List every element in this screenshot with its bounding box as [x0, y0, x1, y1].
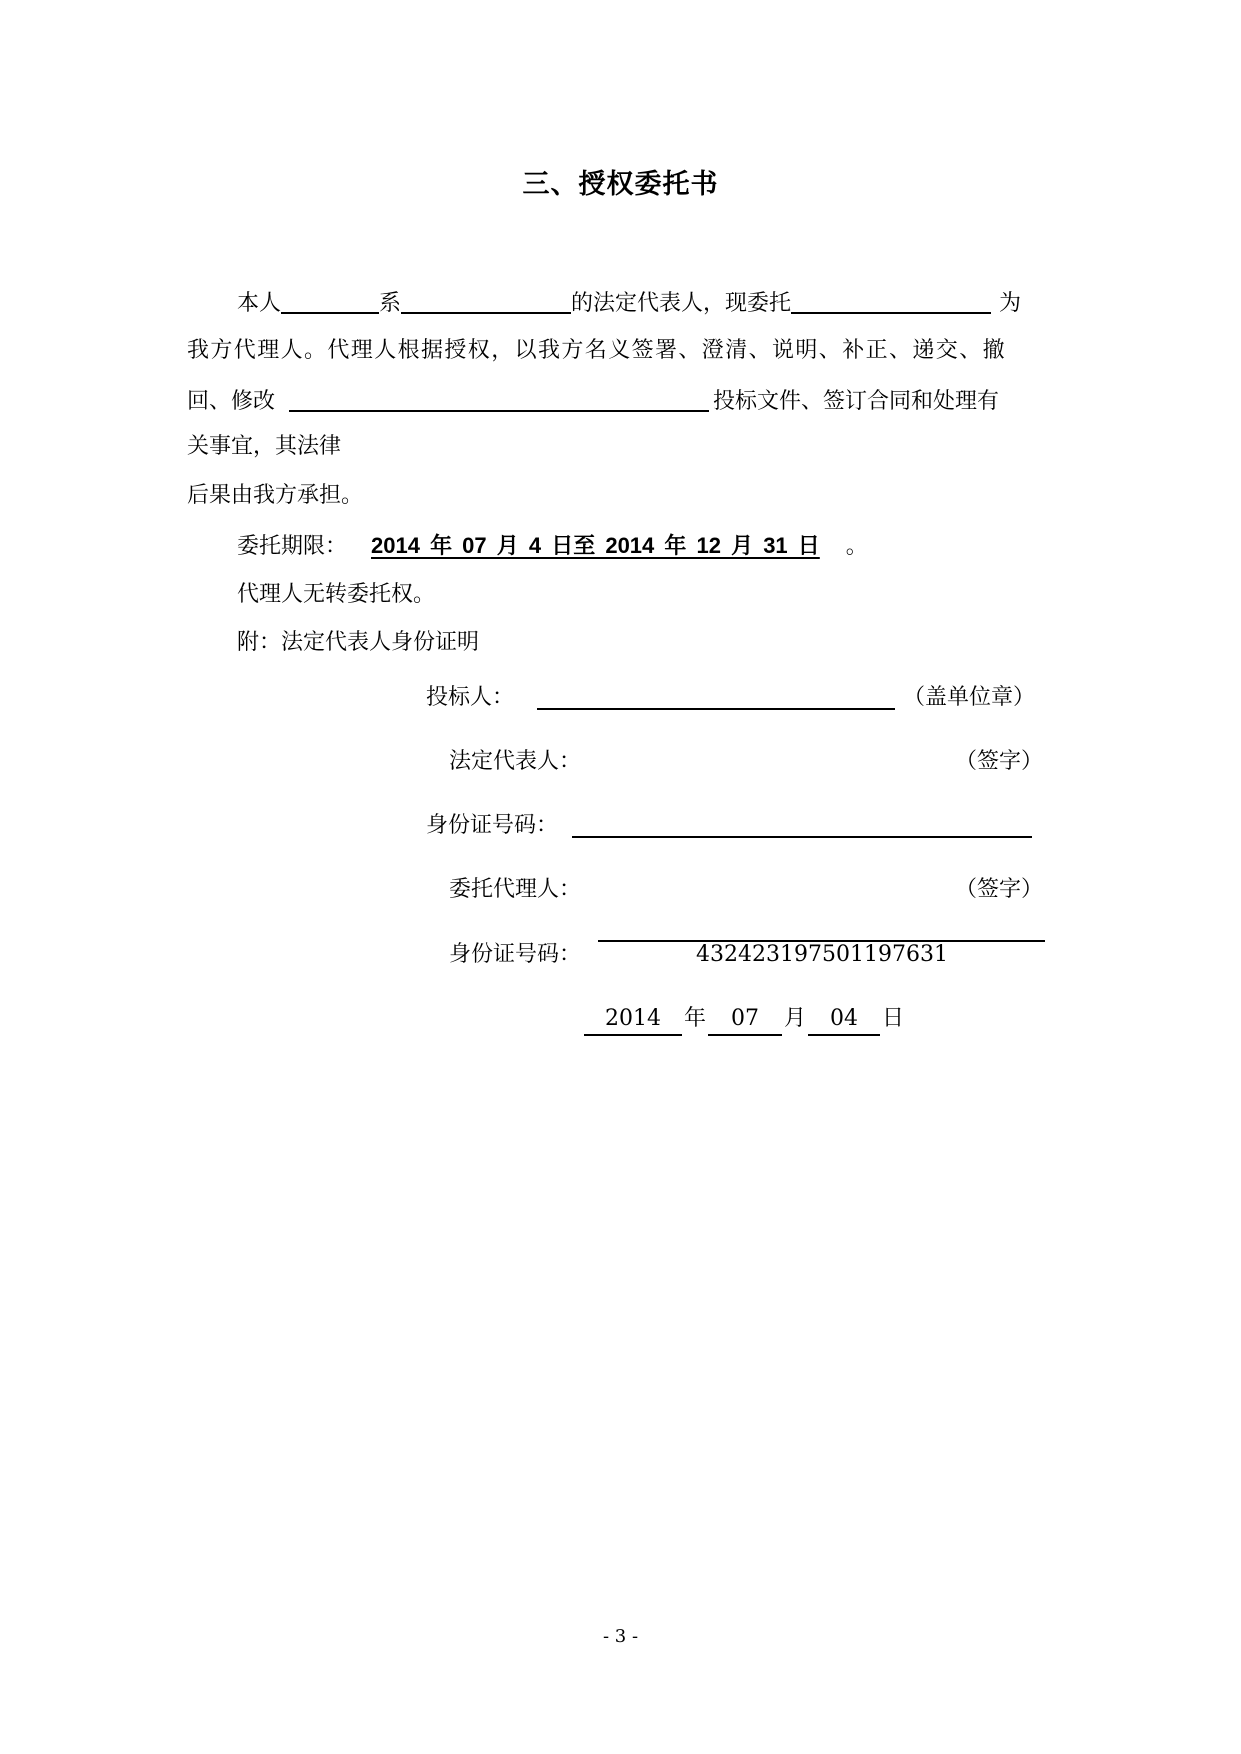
page-title: 三、授权委托书	[522, 169, 719, 200]
blank-company[interactable]	[401, 286, 571, 314]
date-day-unit: 日	[882, 1006, 905, 1031]
blank-name[interactable]	[281, 286, 379, 314]
id-number-value-2: 432423197501197631	[696, 942, 948, 967]
term-value: 2014 年 07 月 4 日至 2014 年 12 月 31 日	[371, 533, 820, 558]
text-as: 为	[999, 291, 1022, 316]
bidder-label: 投标人：	[426, 685, 515, 710]
date-month[interactable]: 07	[708, 1004, 782, 1036]
bidder-seal-note: （盖单位章）	[903, 685, 1036, 710]
date-month-unit: 月	[784, 1006, 807, 1031]
text-revoke: 回、修改	[187, 389, 276, 414]
date-day[interactable]: 04	[808, 1004, 880, 1036]
text-legal-rep: 的法定代表人，现委托	[571, 291, 792, 316]
no-subdelegation: 代理人无转委托权。	[237, 582, 436, 607]
page-number: - 3 -	[602, 1626, 639, 1647]
term-end: 。	[845, 534, 868, 559]
date-year-unit: 年	[684, 1006, 707, 1031]
text-of: 系	[379, 291, 402, 316]
para-line-1	[237, 286, 1021, 319]
term-label: 委托期限：	[237, 534, 348, 559]
legal-rep-label: 法定代表人：	[449, 749, 582, 774]
legal-rep-sign-note: （签字）	[955, 749, 1044, 774]
term-line	[237, 531, 868, 562]
para-line-4: 关事宜，其法律	[187, 434, 342, 459]
id-number-field-2[interactable]	[598, 940, 1045, 967]
para-line-2: 我方代理人。代理人根据授权，以我方名义签署、澄清、说明、补正、递交、撤	[187, 338, 1007, 363]
date-year[interactable]: 2014	[584, 1004, 682, 1036]
id-number-label-2: 身份证号码：	[449, 942, 582, 967]
text-bid-docs: 投标文件、签订合同和处理有	[713, 389, 1000, 414]
id-number-line-1[interactable]	[572, 836, 1032, 838]
agent-label: 委托代理人：	[449, 877, 582, 902]
attachment-note: 附：法定代表人身份证明	[237, 630, 480, 655]
text-self: 本人	[237, 291, 282, 316]
blank-project[interactable]	[289, 384, 709, 412]
para-line-5: 后果由我方承担。	[187, 483, 364, 508]
id-number-label-1: 身份证号码：	[426, 813, 559, 838]
agent-sign-note: （签字）	[955, 877, 1044, 902]
blank-agent[interactable]	[791, 286, 991, 314]
bidder-signature-line[interactable]	[537, 708, 895, 710]
para-line-3	[187, 384, 999, 417]
